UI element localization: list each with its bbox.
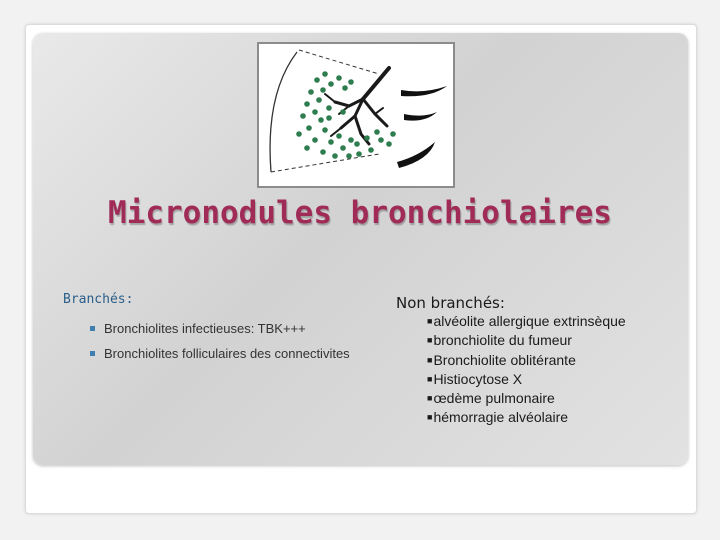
micronodule-dot [340,145,346,151]
right-list-item [427,331,696,350]
square-bullet-icon [90,351,95,356]
micronodule-dot [328,139,334,145]
micronodules [296,71,396,159]
micronodule-dot [326,115,332,121]
micronodule-dot [356,151,362,157]
micronodule-dot [300,113,306,119]
right-list-item [427,351,696,370]
micronodule-dot [368,147,374,153]
micronodule-dot [328,81,334,87]
lobule-septum-curve [270,52,297,172]
left-list-item [63,344,383,363]
left-column [63,292,383,369]
vessel-bottom [397,142,435,168]
micronodule-dot [342,85,348,91]
micronodule-dot [348,137,354,143]
square-bullet-icon [90,326,95,331]
micronodule-dot [304,101,310,107]
square-bullet-icon: ■ [427,316,433,326]
micronodule-dot [326,105,332,111]
micronodule-dot [312,109,318,115]
micronodule-dot [316,97,322,103]
micronodule-dot [314,77,320,83]
right-item-text: Histiocytose X [433,370,523,387]
right-list [396,312,696,428]
micronodule-dot [320,149,326,155]
micronodule-dot [306,125,312,131]
micronodule-dot [304,145,310,151]
micronodule-dot [332,153,338,159]
micronodule-dot [336,75,342,81]
square-bullet-icon: ■ [427,393,433,404]
right-item-text: Bronchiolite oblitérante [433,351,576,368]
right-heading: Non branchés: [396,294,505,312]
micronodule-dot [364,135,370,141]
square-bullet-icon: ■ [427,373,433,384]
micronodule-dot [346,153,352,159]
slide-title: Micronodules bronchiolaires [108,195,612,231]
diagram-svg [259,44,453,186]
micronodule-dot [318,117,324,123]
micronodule-dot [390,131,396,137]
micronodule-dot [378,137,384,143]
micronodule-dot [296,131,302,137]
square-bullet-icon: ■ [427,335,433,346]
square-bullet-icon: ■ [427,412,433,423]
micronodule-dot [354,141,360,147]
micronodule-dot [322,71,328,77]
vessel-middle [404,112,437,121]
right-item-text: bronchiolite du fumeur [433,332,572,349]
micronodule-dot [340,109,346,115]
septum-dashed-bottom [271,154,379,172]
micronodule-dot [374,129,380,135]
right-list-item [427,312,696,331]
left-heading: Branchés: [63,292,134,307]
micronodule-dot [308,89,314,95]
vessel-top [401,86,447,96]
right-list-item [427,389,696,408]
right-list-item [427,370,696,389]
micronodule-dot [386,141,392,147]
left-list [63,319,383,363]
bronchiolar-diagram-figure [257,42,455,188]
left-list-item [63,319,383,338]
right-item-text: œdème pulmonaire [433,390,555,407]
micronodule-dot [320,87,326,93]
right-item-text: hémorragie alvéolaire [433,409,569,426]
left-item-text: Bronchiolites folliculaires des connectivites [104,346,350,361]
septum-dashed-top [299,50,379,74]
micronodule-dot [312,137,318,143]
right-item-text: alvéolite allergique extrinsèque [433,313,626,329]
right-list-item [427,408,696,427]
micronodule-dot [322,127,328,133]
right-column [396,294,696,428]
micronodule-dot [336,133,342,139]
micronodule-dot [348,79,354,85]
left-item-text: Bronchiolites infectieuses: TBK+++ [104,321,306,336]
square-bullet-icon: ■ [427,354,433,365]
